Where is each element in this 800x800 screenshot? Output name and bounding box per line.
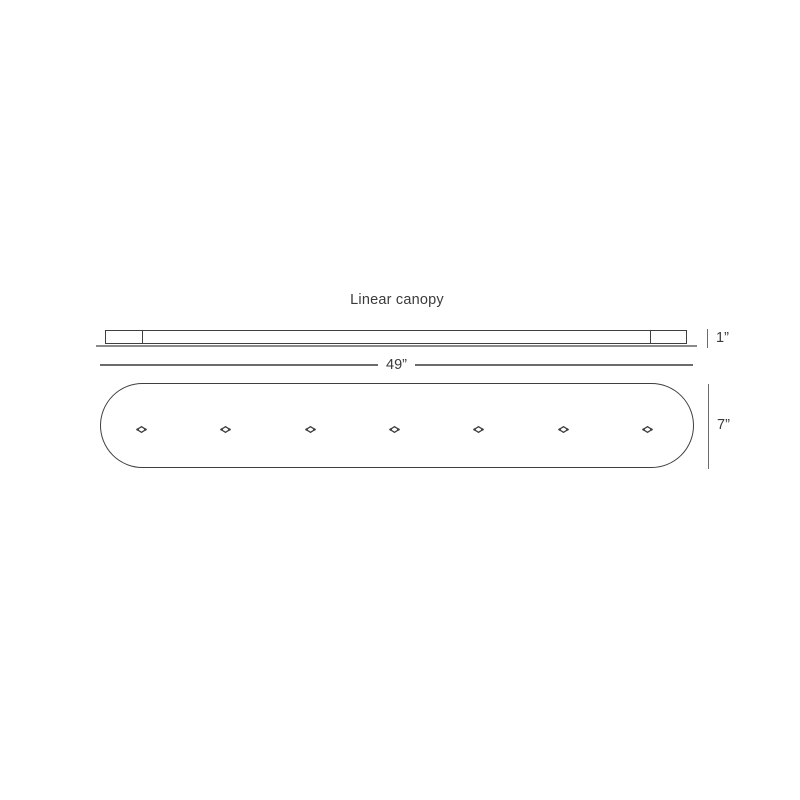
mounting-hole: [136, 421, 147, 430]
mounting-hole: [642, 421, 653, 430]
mounting-hole: [305, 421, 316, 430]
mounting-hole: [473, 421, 484, 430]
hole-icon: [389, 425, 400, 434]
hole-icon: [558, 425, 569, 434]
height-dimension-tick: [707, 329, 708, 348]
width-dimension-label: 49”: [386, 356, 407, 373]
ceiling-baseline: [96, 345, 697, 347]
hole-icon: [305, 425, 316, 434]
mounting-hole: [220, 421, 231, 430]
hole-icon: [642, 425, 653, 434]
width-dimension-line-left: [100, 364, 378, 365]
mounting-hole: [558, 421, 569, 430]
mounting-hole: [389, 421, 400, 430]
canopy-side-profile: [105, 330, 687, 344]
width-dimension-line-right: [415, 364, 693, 365]
hole-icon: [473, 425, 484, 434]
diagram-title: Linear canopy: [350, 292, 444, 308]
side-profile-left-tangent-line: [142, 330, 143, 344]
hole-icon: [136, 425, 147, 434]
height-dimension-label: 1”: [716, 330, 729, 346]
side-profile-right-tangent-line: [650, 330, 651, 344]
depth-dimension-line: [708, 384, 709, 469]
hole-icon: [220, 425, 231, 434]
depth-dimension-label: 7”: [717, 417, 730, 433]
